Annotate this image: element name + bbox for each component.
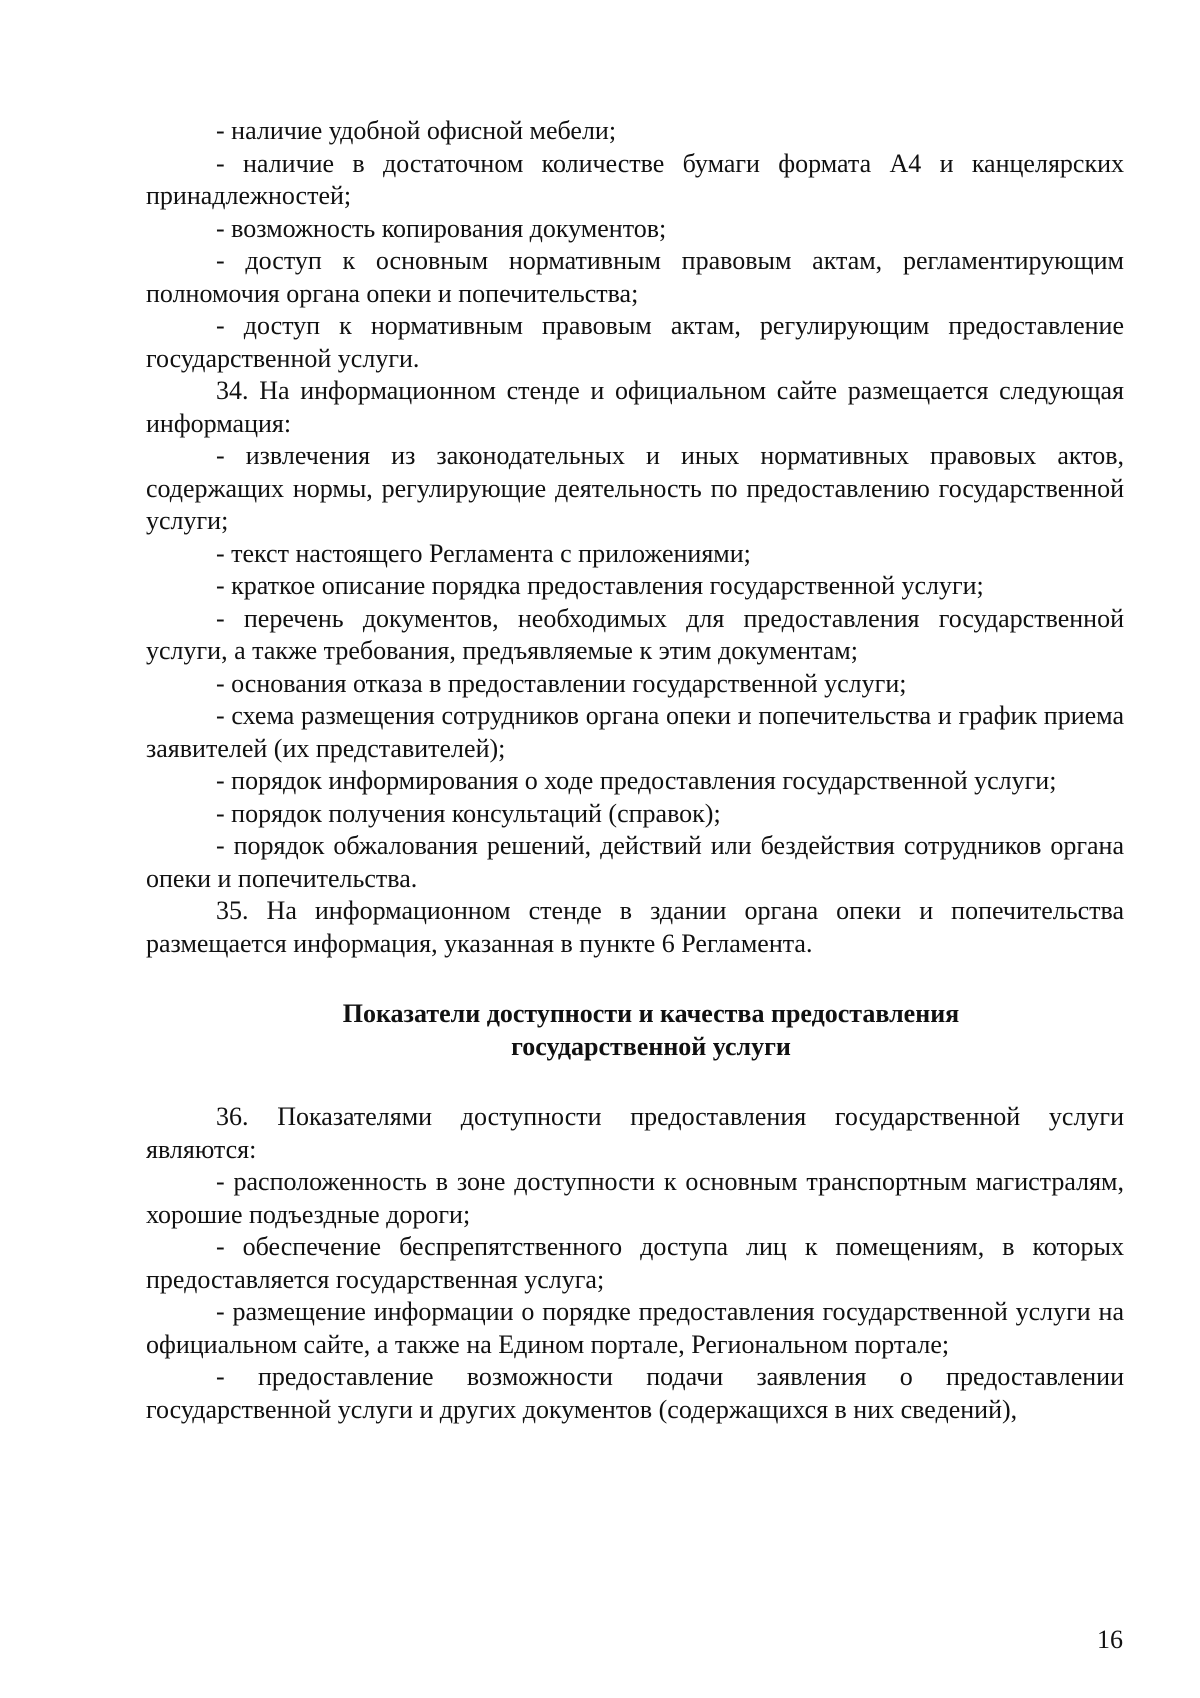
paragraph-35: 35. На информационном стенде в здании органа опеки и попечительства размещается информация, указанная в пункте 6 Регламента. bbox=[146, 896, 1124, 958]
list-item-documents-list: - перечень документов, необходимых для предоставления государственной услуги, а также требования, предъявляемые к этим документам; bbox=[146, 603, 1124, 665]
list-item-unimpeded-access: - обеспечение беспрепятственного доступа лиц к помещениям, в которых предоставляется государственная услуга; bbox=[146, 1232, 1124, 1294]
section-heading-line-1: Показатели доступности и качества предоставления bbox=[342, 999, 960, 1028]
list-item-application-submission: - предоставление возможности подачи заявления о предоставлении государственной услуги и других документов (содержащихся в них сведений), bbox=[146, 1362, 1124, 1424]
list-item-transport-access: - расположенность в зоне доступности к основным транспортным магистралям, хорошие подъездные дороги; bbox=[146, 1167, 1124, 1229]
list-item-appeal-procedure: - порядок обжалования решений, действий или бездействия сотрудников органа опеки и попечительства. bbox=[146, 831, 1124, 893]
list-item-paper-supplies: - наличие в достаточном количестве бумаги формата А4 и канцелярских принадлежностей; bbox=[146, 148, 1124, 210]
list-item-informing-procedure: - порядок информирования о ходе предоставления государственной услуги; bbox=[216, 766, 1057, 795]
section-heading-line-2: государственной услуги bbox=[511, 1031, 791, 1061]
paragraph-34: 34. На информационном стенде и официальном сайте размещается следующая информация: bbox=[146, 376, 1124, 438]
paragraph-36: 36. Показателями доступности предоставления государственной услуги являются: bbox=[146, 1102, 1124, 1164]
list-item-copying: - возможность копирования документов; bbox=[216, 213, 667, 243]
list-item-regulating-acts: - доступ к основным нормативным правовым актам, регламентирующим полномочия органа опеки и попечительства; bbox=[146, 246, 1124, 308]
list-item-extracts: - извлечения из законодательных и иных нормативных правовых актов, содержащих нормы, регулирующие деятельность по предоставлению государственной услуги; bbox=[146, 441, 1124, 535]
list-item-refusal-grounds: - основания отказа в предоставлении государственной услуги; bbox=[216, 668, 907, 698]
section-heading bbox=[146, 998, 1124, 1063]
list-item-regulation-text: - текст настоящего Регламента с приложениями; bbox=[216, 538, 751, 568]
list-item-office-furniture: - наличие удобной офисной мебели; bbox=[216, 116, 617, 145]
list-item-brief-description: - краткое описание порядка предоставления государственной услуги; bbox=[216, 571, 984, 600]
list-item-staff-scheme: - схема размещения сотрудников органа опеки и попечительства и график приема заявителей (их представителей); bbox=[146, 701, 1124, 763]
page-number: 16 bbox=[1097, 1625, 1123, 1654]
list-item-service-acts: - доступ к нормативным правовым актам, регулирующим предоставление государственной услуги. bbox=[146, 311, 1124, 373]
list-item-info-placement: - размещение информации о порядке предоставления государственной услуги на официальном сайте, а также на Едином портале, Региональном портале; bbox=[146, 1297, 1124, 1359]
page-body bbox=[146, 115, 1124, 1426]
list-item-consultations: - порядок получения консультаций (справок); bbox=[216, 798, 721, 828]
